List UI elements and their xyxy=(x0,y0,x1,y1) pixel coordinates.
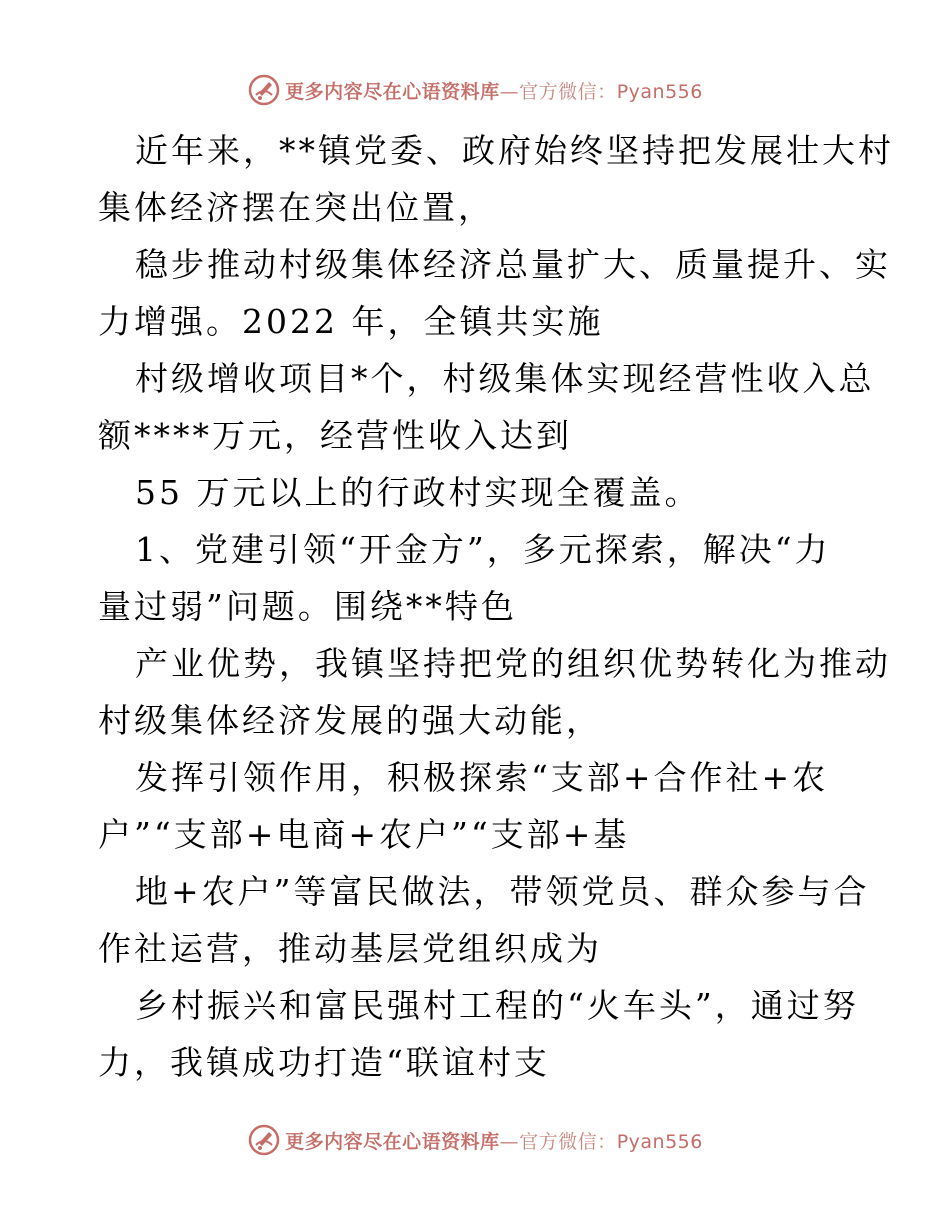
text-line: 村级增收项目*个，村级集体实现经营性收入总 xyxy=(135,359,875,398)
header-watermark xyxy=(0,70,950,110)
book-pen-logo-icon xyxy=(247,1123,281,1157)
footer-watermark xyxy=(0,1120,950,1160)
text-line: 近年来，**镇党委、政府始终坚持把发展壮大村 xyxy=(135,131,894,170)
text-line: 稳步推动村级集体经济总量扩大、质量提升、实 xyxy=(135,245,891,284)
text-line: 发挥引领作用，积极探索“支部+合作社+农 xyxy=(135,758,829,797)
text-line: 额****万元，经营性收入达到 xyxy=(98,416,572,455)
text-line: 产业优势，我镇坚持把党的组织优势转化为推动 xyxy=(135,644,891,683)
text-line: 力，我镇成功打造“联谊村支 xyxy=(98,1043,550,1082)
text-line: 力增强。2022 年，全镇共实施 xyxy=(98,302,604,341)
text-line: 乡村振兴和富民强村工程的“火车头”，通过努 xyxy=(135,986,859,1025)
watermark-text: 更多内容尽在心语资料库—官方微信：Pyan556 xyxy=(285,80,703,103)
text-line: 集体经济摆在突出位置， xyxy=(98,188,494,227)
document-body xyxy=(98,122,894,1091)
text-line: 55 万元以上的行政村实现全覆盖。 xyxy=(135,473,701,512)
watermark-text: 更多内容尽在心语资料库—官方微信：Pyan556 xyxy=(285,1130,703,1153)
text-line: 量过弱”问题。围绕**特色 xyxy=(98,587,517,626)
text-line: 地+农户”等富民做法，带领党员、群众参与合 xyxy=(135,872,870,911)
text-line: 村级集体经济发展的强大动能， xyxy=(98,701,602,740)
text-line: 作社运营，推动基层党组织成为 xyxy=(98,929,602,968)
text-line: 1、党建引领“开金方”，多元探索，解决“力 xyxy=(135,530,831,569)
text-line: 户”“支部+电商+农户”“支部+基 xyxy=(98,815,630,854)
book-pen-logo-icon xyxy=(247,73,281,107)
